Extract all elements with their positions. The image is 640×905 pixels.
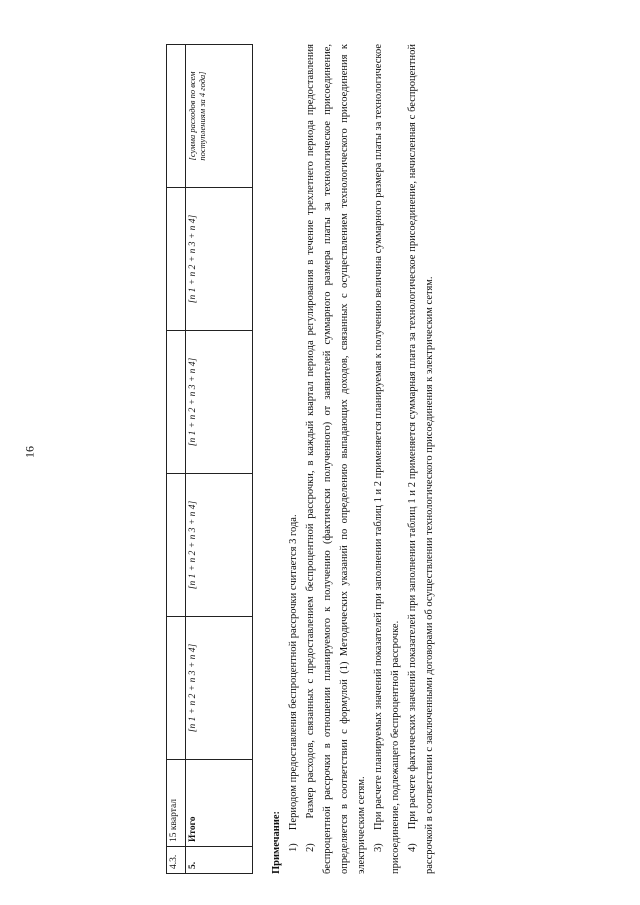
table-cell [167,474,186,617]
notes-heading: Примечание: [271,810,282,874]
formula-cell: [n 1 + n 2 + n 3 + n 4] [186,188,253,331]
row-number: 4.3. [167,847,186,874]
note-item-4: 4) При расчете фактических значений показателей при заполнении таблиц 1 и 2 применяется суммарная плата за технологическое присоединение, начисленная с беспроцентной рассрочкой в соответствии с заключенными договорами об осуществлении технологического присоединения к электрическим сетям. [407,44,435,874]
table-cell [167,617,186,760]
expense-table [166,44,253,874]
formula-cell: [n 1 + n 2 + n 3 + n 4] [186,617,253,760]
row-number: 5. [186,847,253,874]
notes-section [268,44,438,874]
page-number: 16 [22,446,37,458]
table-cell [167,331,186,474]
note-item-1: 1) Периодом предоставления беспроцентной рассрочки считается 3 года. [288,514,299,852]
table-row-total [186,45,253,874]
formula-cell: [n 1 + n 2 + n 3 + n 4] [186,331,253,474]
note-item-3: 3) При расчете планируемых значений показателей при заполнении таблиц 1 и 2 применяется планируемая к получению величина суммарного размера платы за технологическое присоединение, подлежащего беспроцентной рассрочке. [373,44,401,874]
rotated-page-content [160,22,480,882]
total-note-cell: [сумма расходов по всем поступлениям за 4 года] [186,45,253,188]
table-cell [167,45,186,188]
formula-cell: [n 1 + n 2 + n 3 + n 4] [186,474,253,617]
table-row-quarter [167,45,186,874]
row-label: Итого [186,760,253,847]
table-cell [167,188,186,331]
row-label: 15 квартал [167,760,186,847]
note-item-2: 2) Размер расходов, связанных с предоставлением беспроцентной рассрочки, в каждый квартал периода регулирования в течение трехлетнего периода предоставления беспроцентной рассрочки в отношении планируемого к получению (фактически полученного) от заявителей суммарного размера платы за технологическое присоединение, определяется в соответствии с формулой (1) Методических указаний по определению выпадающих доходов, связанных с осуществлением технологического присоединения к электрическим сетям. [305,44,367,874]
